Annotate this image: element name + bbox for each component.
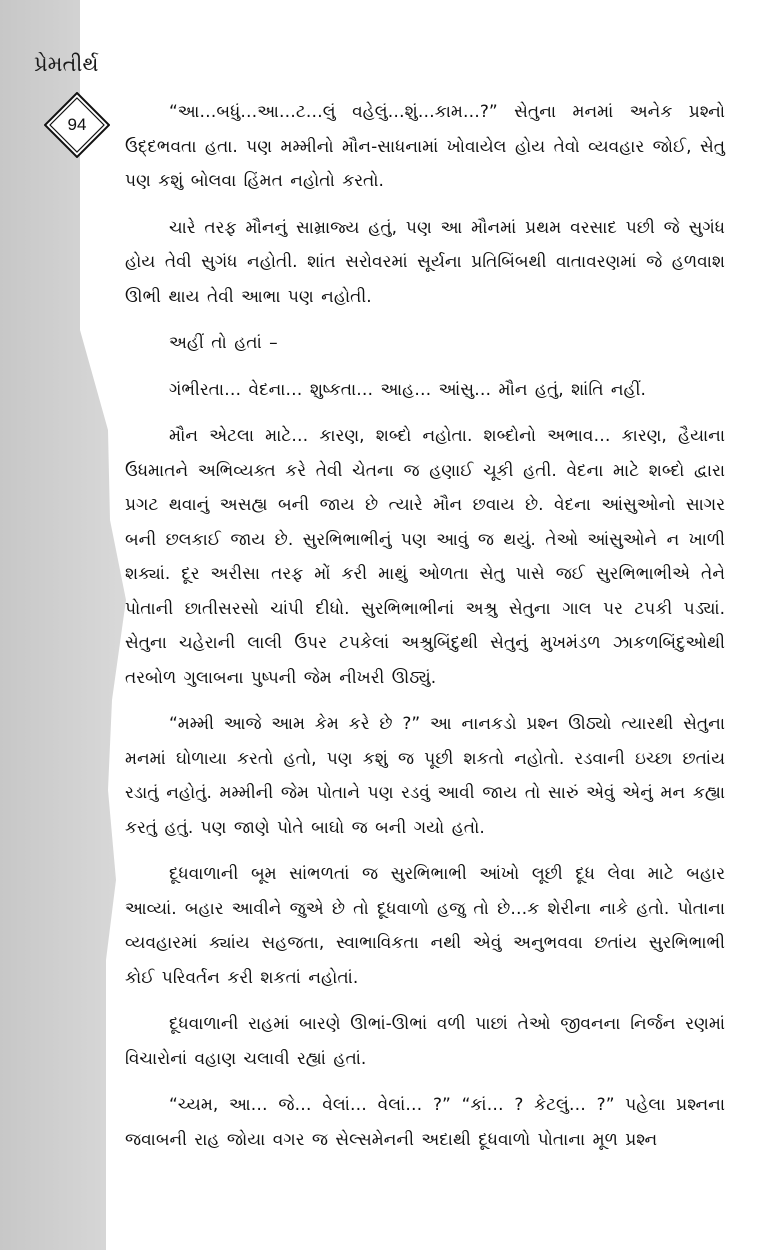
paragraph: ગંભીરતા… વેદના… શુષ્કતા… આહ… આંસુ… મૌન હતું, શાંતિ નહીં.	[169, 379, 646, 400]
paragraph: “મમ્મી આજે આમ કેમ કરે છે ?” આ નાનકડો પ્રશ્ન ઊઠ્યો ત્યારથી સેતુના મનમાં ઘોળાયા કરતો હતો, પણ કશું જ પૂછી શકતો નહોતો. રડવાની ઇચ્છા છતાંય રડાતું નહોતું. મમ્મીની જેમ પોતાને પણ રડવું આવી જાય તો સારું એવું એનું મન કહ્યા કરતું હતું. પણ જાણે પોતે બાઘો જ બની ગયો હતો.	[125, 714, 725, 838]
paragraph: ચારે તરફ મૌનનું સામ્રાજ્ય હતું, પણ આ મૌનમાં પ્રથમ વરસાદ પછી જે સુગંધ હોય તેવી સુગંધ નહોતી. શાંત સરોવરમાં સૂર્યના પ્રતિબિંબથી વાતાવરણમાં જે હળવાશ ઊભી થાય તેવી આભા પણ નહોતી.	[125, 217, 725, 307]
page-number: 94	[67, 115, 87, 134]
page-number-badge	[44, 92, 110, 158]
paragraph: મૌન એટલા માટે… કારણ, શબ્દો નહોતા. શબ્દોનો અભાવ… કારણ, હૈયાના ઉધમાતને અભિવ્યક્ત કરે તેવી ચેતના જ હણાઈ ચૂકી હતી. વેદના માટે શબ્દો દ્વારા પ્રગટ થવાનું અસહ્ય બની જાય છે ત્યારે મૌન છવાય છે. વેદના આંસુઓનો સાગર બની છલકાઈ જાય છે. સુરભિભાભીનું પણ આવું જ થયું. તેઓ આંસુઓને ન ખાળી શક્યાં. દૂર અરીસા તરફ મોં કરી માથું ઓળતા સેતુ પાસે જઈ સુરભિભાભીએ તેને પોતાની છાતીસરસો ચાંપી દીધો. સુરભિભાભીનાં અશ્રુ સેતુના ગાલ પર ટપકી પડ્યાં. સેતુના ચહેરાની લાલી ઉપર ટપકેલાં અશ્રુબિંદુથી સેતુનું મુખમંડળ ઝાકળબિંદુઓથી તરબોળ ગુલાબના પુષ્પની જેમ નીખરી ઊઠ્યું.	[125, 426, 725, 688]
paragraph: “ચ્યમ, આ… જે… વેલાં… વેલાં… ?” “કાં… ? કેટલું… ?” પહેલા પ્રશ્નના જવાબની રાહ જોયા વગર જ સેલ્સમેનની અદાથી દૂધવાળો પોતાના મૂળ પ્રશ્ન	[125, 1095, 725, 1150]
book-title: પ્રેમતીર્થ	[34, 52, 99, 76]
paragraph: દૂધવાળાની રાહમાં બારણે ઊભાં-ઊભાં વળી પાછાં તેઓ જીવનના નિર્જન રણમાં વિચારોનાં વહાણ ચલાવી રહ્યાં હતાં.	[125, 1014, 725, 1069]
paragraph: દૂધવાળાની બૂમ સાંભળતાં જ સુરભિભાભી આંખો લૂછી દૂધ લેવા માટે બહાર આવ્યાં. બહાર આવીને જુએ છે તો દૂધવાળો હજુ તો છે…ક શેરીના નાકે હતો. પોતાના વ્યવહારમાં ક્યાંય સહજતા, સ્વાભાવિકતા નથી એવું અનુભવવા છતાંય સુરભિભાભી કોઈ પરિવર્તન કરી શકતાં નહોતાં.	[125, 864, 725, 988]
body-text	[125, 95, 725, 1169]
paragraph: અહીં તો હતાં –	[169, 333, 278, 353]
paragraph: “આ…બધું…આ…ટ…લું વહેલું…શું…કામ…?” સેતુના મનમાં અનેક પ્રશ્નો ઉદ્દભવતા હતા. પણ મમ્મીનો મૌન-સાધનામાં ખોવાયેલ હોય તેવો વ્યવહાર જોઈ, સેતુ પણ કશું બોલવા હિંમત નહોતો કરતો.	[125, 102, 725, 191]
